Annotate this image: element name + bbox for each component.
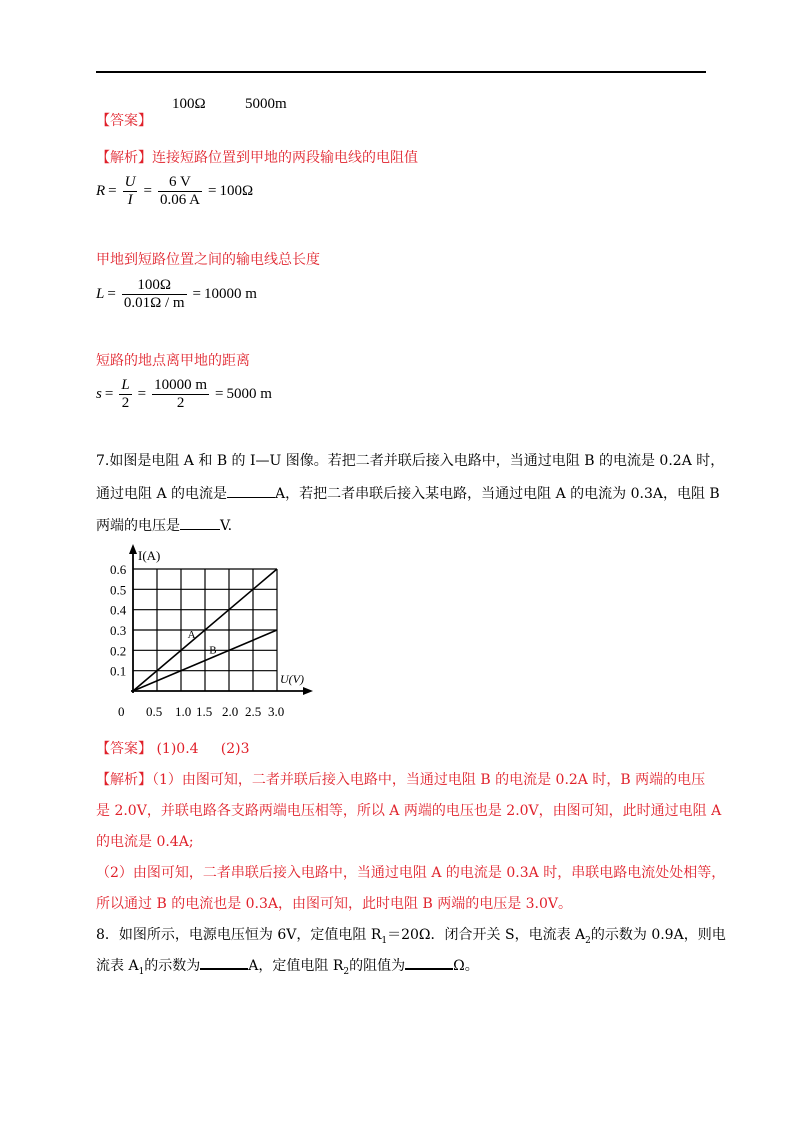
x-tick-label: 3.0 — [268, 704, 285, 719]
x-tick-label: 0.5 — [146, 704, 163, 719]
q8-l1-part-b: ＝20Ω．闭合开关 S，电流表 A — [387, 927, 586, 943]
y-tick-label: 0.6 — [110, 562, 127, 577]
eq1-fraction-ui: $\frac{U}{I}$ — [124, 174, 136, 208]
answer7-line — [96, 738, 250, 758]
y-tick-label: 0.4 — [110, 602, 127, 618]
q7-line3-start: 两端的电压是 — [96, 518, 180, 534]
q7-blank-2[interactable] — [180, 517, 220, 530]
eq3-lhs: s — [96, 386, 102, 402]
q8-l2-part-a: 流表 A — [96, 958, 139, 974]
eq2-result: 10000 m — [204, 286, 257, 302]
q8-l2-sub-2: 2 — [343, 966, 350, 977]
eq1-fraction-values: $\frac{6 V}{0.06 A}$ — [159, 174, 200, 208]
origin-label: 0 — [118, 704, 125, 719]
x-tick-label: 1.5 — [196, 704, 213, 719]
q8-l1-part-a: 8．如图所示，电源电压恒为 6V，定值电阻 R — [96, 927, 382, 943]
eq3-fraction-values: $\frac{10000 m}{2}$ — [154, 377, 208, 411]
y-tick-label: 0.3 — [110, 623, 127, 638]
chart-labels — [110, 548, 304, 719]
analysis-label: 【解析】 — [96, 150, 152, 166]
equation-resistance: R = $\frac{U}{I}$ = $\frac{6 V}{0.06 A}$ = 100Ω — [96, 174, 254, 208]
equation-length: L = $\frac{100\Omega}{0.01\Omega / m}$ = 10000 m — [96, 277, 257, 311]
y-axis-arrow — [129, 544, 137, 554]
x-tick-label: 2.0 — [222, 704, 239, 719]
eq1-result: 100Ω — [219, 183, 254, 199]
analysis7-line-5: 所以通过 B 的电流也是 0.3A，由图可知，此时电阻 B 两端的电压是 3.0V。 — [96, 896, 573, 912]
eq2-lhs: L — [96, 286, 105, 302]
analysis-line-2: 甲地到短路位置之间的输电线总长度 — [96, 252, 320, 268]
q8-line-2 — [96, 955, 479, 977]
q8-l2-part-c: A，定值电阻 R — [248, 958, 344, 974]
analysis7-label: 【解析】 — [96, 772, 152, 788]
q7-line-3 — [96, 515, 232, 535]
q8-l2-part-e: Ω。 — [453, 958, 479, 974]
q8-l1-sub-2: 2 — [585, 935, 591, 946]
q8-l1-part-c: 的示数为 0.9A，则电 — [590, 927, 726, 943]
q7-line3-end: V. — [220, 518, 233, 534]
x-tick-label: 2.5 — [245, 704, 262, 719]
x-axis-label: U(V) — [280, 672, 304, 686]
analysis7-line-2: 是 2.0V，并联电路各支路两端电压相等，所以 A 两端的电压也是 2.0V，由图可知，此时通过电阻 A — [96, 803, 722, 819]
top-rule — [96, 71, 706, 73]
eq3-fraction-symbol: $\frac{L}{2}$ — [121, 377, 130, 411]
answer7-label: 【答案】 — [96, 741, 152, 757]
answer-value-distance: 5000m — [245, 96, 287, 112]
analysis-intro: 连接短路位置到甲地的两段输电线的电阻值 — [152, 150, 418, 166]
x-axis-arrow — [303, 687, 313, 695]
q7-line-2 — [96, 483, 720, 503]
y-axis-label: I(A) — [138, 548, 161, 563]
answer-label: 【答案】 — [96, 113, 152, 129]
equation-distance: s = $\frac{L}{2}$ = $\frac{10000 m}{2}$ = 5000 m — [96, 377, 272, 411]
q7-line-1: 7.如图是电阻 A 和 B 的 I—U 图像。若把二者并联后接入电路中，当通过电阻 B 的电流是 0.2A 时， — [96, 453, 725, 469]
q8-l2-part-b: 的示数为 — [144, 958, 201, 974]
q7-line2-start: 通过电阻 A 的电流是 — [96, 486, 228, 502]
y-tick-label: 0.2 — [110, 643, 127, 659]
analysis7-line-3: 的电流是 0.4A; — [96, 834, 194, 850]
q7-blank-1[interactable] — [227, 485, 275, 498]
analysis7-text-1: （1）由图可知，二者并联后接入电路中，当通过电阻 B 的电流是 0.2A 时，B 两端的电压 — [152, 772, 706, 788]
q8-l2-part-d: 的阻值为 — [349, 958, 406, 974]
q8-blank-2[interactable] — [405, 956, 453, 970]
series-label-b: B — [209, 644, 217, 657]
answer-value-resistance: 100Ω — [172, 96, 206, 112]
q8-line-1 — [96, 924, 726, 946]
eq2-fraction: $\frac{100\Omega}{0.01\Omega / m}$ — [123, 277, 185, 311]
eq3-result: 5000 m — [226, 386, 272, 402]
q8-l2-sub-1: 1 — [138, 966, 145, 977]
y-tick-label: 0.1 — [110, 663, 127, 679]
y-tick-label: 0.5 — [110, 582, 127, 598]
series-label-a: A — [187, 629, 196, 642]
q8-blank-1[interactable] — [200, 956, 248, 970]
x-tick-label: 1.0 — [175, 704, 192, 719]
answer7-text: (1)0.4 (2)3 — [156, 741, 250, 757]
iu-chart — [100, 542, 320, 722]
eq1-lhs: R — [96, 183, 106, 199]
q7-line2-end: A，若把二者串联后接入某电路，当通过电阻 A 的电流为 0.3A，电阻 B — [275, 486, 720, 502]
analysis-line-1 — [96, 147, 418, 167]
analysis-line-3: 短路的地点离甲地的距离 — [96, 353, 250, 369]
analysis7-line-4: （2）由图可知，二者串联后接入电路中，当通过电阻 A 的电流是 0.3A 时，串联电路电流处处相等， — [96, 865, 726, 881]
q8-l1-sub-1: 1 — [381, 935, 388, 946]
analysis7-line-1 — [96, 769, 705, 789]
